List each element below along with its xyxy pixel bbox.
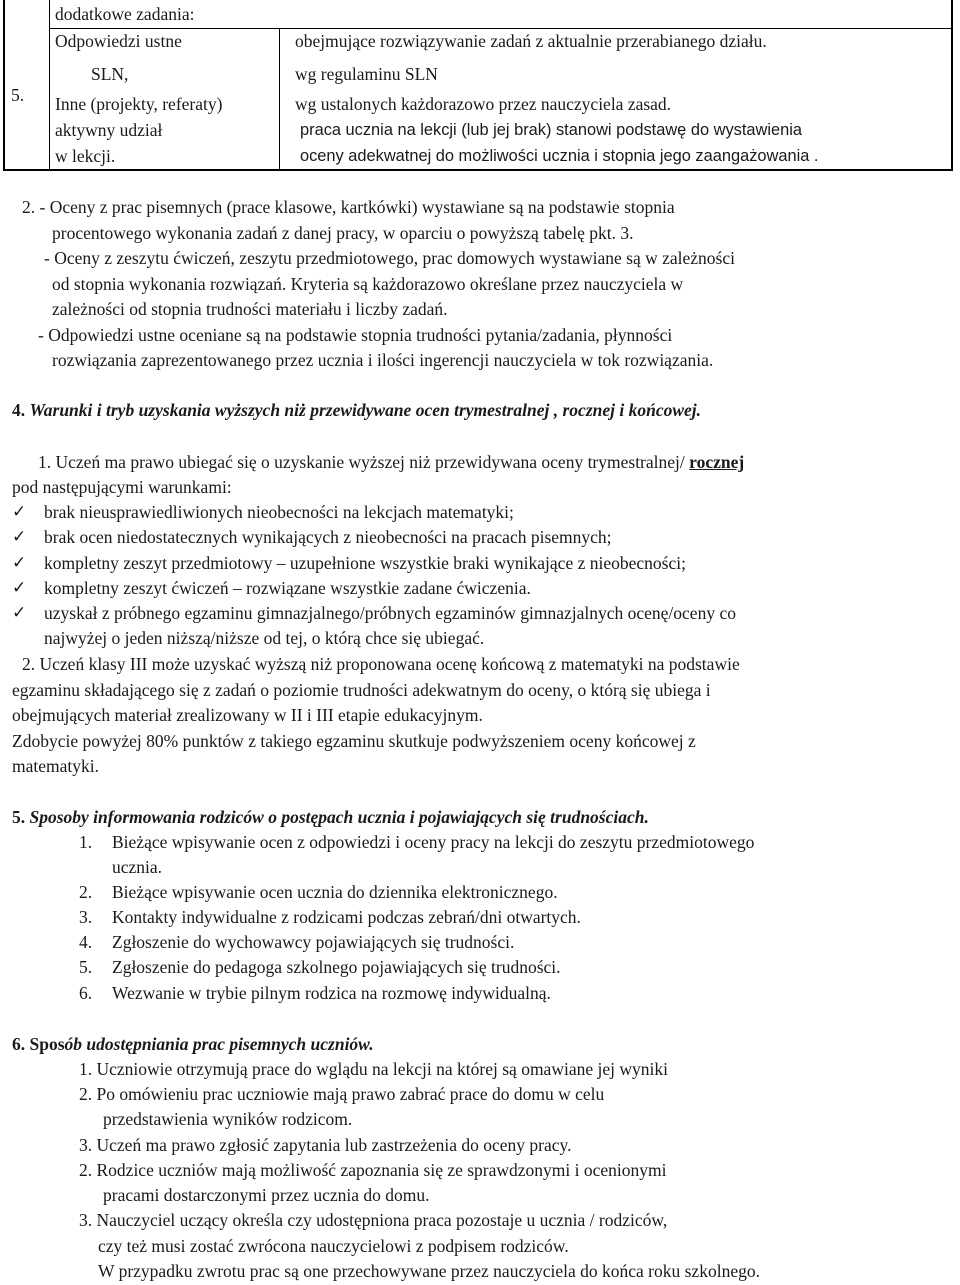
section5-heading	[12, 805, 649, 831]
table-cell-right: praca ucznia na lekcji (lub jej brak) stanowi podstawę do wystawienia	[300, 121, 802, 139]
section2-line: - Oceny z zeszytu ćwiczeń, zeszytu przedmiotowego, prac domowych wystawiane są w zależności	[44, 248, 735, 268]
section6-line: przedstawienia wyników rodzicom.	[103, 1109, 353, 1129]
section6-line: 3. Nauczyciel uczący określa czy udostępniona praca pozostaje u ucznia / rodziców,	[79, 1210, 668, 1230]
section5-item: Bieżące wpisywanie ocen ucznia do dziennika elektronicznego.	[112, 882, 558, 902]
section5-item: ucznia.	[112, 857, 163, 877]
section5-item: Bieżące wpisywanie ocen z odpowiedzi i oceny pracy na lekcji do zeszytu przedmiotowego	[112, 832, 755, 852]
section6-title-start: Spos	[29, 1034, 65, 1054]
section4-item1	[38, 450, 744, 476]
checkmark-icon: ✓	[12, 603, 27, 623]
table-cell-right: wg regulaminu SLN	[295, 64, 438, 84]
section2-line: od stopnia wykonania rozwiązań. Kryteria są każdorazowo określane przez nauczyciela w	[52, 274, 684, 294]
section2-line: rozwiązania zaprezentowanego przez ucznia i ilości ingerencji nauczyciela w tok rozwiązania.	[52, 350, 714, 370]
section6-line: 1. Uczniowie otrzymują prace do wglądu na lekcji na której są omawiane jej wyniki	[79, 1059, 668, 1079]
section4-item2-line: egzaminu składającego się z zadań o poziomie trudności adekwatnym do oceny, o którą się ubiega i	[12, 680, 711, 700]
section6-line: 2. Rodzice uczniów mają możliwość zapoznania się ze sprawdzonymi i ocenionymi	[79, 1160, 667, 1180]
section4-item1-cont: pod następującymi warunkami:	[12, 477, 232, 497]
table-cell-left: aktywny udział	[55, 120, 163, 140]
section2-line: procentowego wykonania zadań z danej pracy, w oparciu o powyższą tabelę pkt. 3.	[52, 223, 634, 243]
section4-item2-line: Zdobycie powyżej 80% punktów z takiego egzaminu skutkuje podwyższeniem oceny końcowej z	[12, 731, 696, 751]
section6-title-end: ób udostępniania prac pisemnych uczniów.	[64, 1034, 374, 1054]
section5-item-number: 3.	[79, 907, 93, 927]
section6-heading	[12, 1032, 374, 1058]
checkmark-icon: ✓	[12, 578, 27, 598]
table-cell-right: obejmujące rozwiązywanie zadań z aktualnie przerabianego działu.	[295, 31, 767, 51]
section5-item-number: 4.	[79, 932, 93, 952]
table-cell-left: w lekcji.	[55, 146, 116, 166]
section5-item-number: 5.	[79, 957, 93, 977]
section5-title: Sposoby informowania rodziców o postępach ucznia i pojawiających się trudnościach.	[29, 807, 649, 827]
section4-item2-line: 2. Uczeń klasy III może uzyskać wyższą niż proponowana ocenę końcową z matematyki na podstawie	[22, 654, 740, 674]
section6-line: 2. Po omówieniu prac uczniowie mają prawo zabrać prace do domu w celu	[79, 1084, 605, 1104]
table-cell-right: oceny adekwatnej do możliwości ucznia i stopnia jego zaangażowania .	[300, 147, 819, 165]
section5-item-number: 6.	[79, 983, 93, 1003]
section4-item2-line: obejmujących materiał zrealizowany w II i III etapie edukacyjnym.	[12, 705, 483, 725]
section4-title: Warunki i tryb uzyskania wyższych niż przewidywane ocen trymestralnej , rocznej i końcowej.	[29, 400, 702, 420]
section5-item-number: 1.	[79, 832, 93, 852]
section4-item1-bold: rocznej	[689, 452, 745, 472]
table-cell-left: Odpowiedzi ustne	[55, 31, 182, 51]
section4-item2-line: matematyki.	[12, 756, 99, 776]
table-row-number: 5.	[11, 85, 25, 105]
condition-item: brak ocen niedostatecznych wynikających z nieobecności na pracach pisemnych;	[44, 527, 612, 547]
section6-line: W przypadku zwrotu prac są one przechowywane przez nauczyciela do końca roku szkolnego.	[98, 1261, 760, 1281]
checkmark-icon: ✓	[12, 527, 27, 547]
checkmark-icon: ✓	[12, 553, 27, 573]
section4-number: 4.	[12, 400, 26, 420]
section5-item-number: 2.	[79, 882, 93, 902]
section6-number: 6.	[12, 1034, 26, 1054]
section6-line: pracami dostarczonymi przez ucznia do domu.	[103, 1185, 430, 1205]
condition-item: kompletny zeszyt ćwiczeń – rozwiązane wszystkie zadane ćwiczenia.	[44, 578, 531, 598]
section2-line: - Odpowiedzi ustne oceniane są na podstawie stopnia trudności pytania/zadania, płynności	[38, 325, 673, 345]
table-cell-left: Inne (projekty, referaty)	[55, 94, 223, 114]
grading-table	[3, 0, 953, 171]
condition-item: uzyskał z próbnego egzaminu gimnazjalnego/próbnych egzaminów gimnazjalnych ocenę/oceny co	[44, 603, 736, 623]
section4-heading	[12, 398, 701, 424]
section5-item: Wezwanie w trybie pilnym rodzica na rozmowę indywidualną.	[112, 983, 551, 1003]
section2-line: 2. - Oceny z prac pisemnych (prace klasowe, kartkówki) wystawiane są na podstawie stopnia	[22, 197, 675, 217]
section5-number: 5.	[12, 807, 26, 827]
section5-item: Zgłoszenie do pedagoga szkolnego pojawiających się trudności.	[112, 957, 561, 977]
section5-item: Kontakty indywidualne z rodzicami podczas zebrań/dni otwartych.	[112, 907, 581, 927]
condition-item: kompletny zeszyt przedmiotowy – uzupełnione wszystkie braki wynikające z nieobecności;	[44, 553, 686, 573]
table-cell-left: SLN,	[91, 64, 129, 84]
condition-item: brak nieusprawiedliwionych nieobecności na lekcjach matematyki;	[44, 502, 514, 522]
section4-item1-text: 1. Uczeń ma prawo ubiegać się o uzyskanie wyższej niż przewidywana oceny trymestralnej/	[38, 452, 690, 472]
section5-item: Zgłoszenie do wychowawcy pojawiających się trudności.	[112, 932, 515, 952]
checkmark-icon: ✓	[12, 502, 27, 522]
section6-line: czy też musi zostać zwrócona nauczycielowi z podpisem rodziców.	[98, 1236, 569, 1256]
condition-item-cont: najwyżej o jeden niższą/niższe od tej, o którą chce się ubiegać.	[44, 628, 485, 648]
table-cell-right: wg ustalonych każdorazowo przez nauczyciela zasad.	[295, 94, 672, 114]
section2-line: zależności od stopnia trudności materiału i liczby zadań.	[52, 299, 448, 319]
section6-line: 3. Uczeń ma prawo zgłosić zapytania lub zastrzeżenia do oceny pracy.	[79, 1135, 572, 1155]
table-header: dodatkowe zadania:	[55, 4, 195, 24]
